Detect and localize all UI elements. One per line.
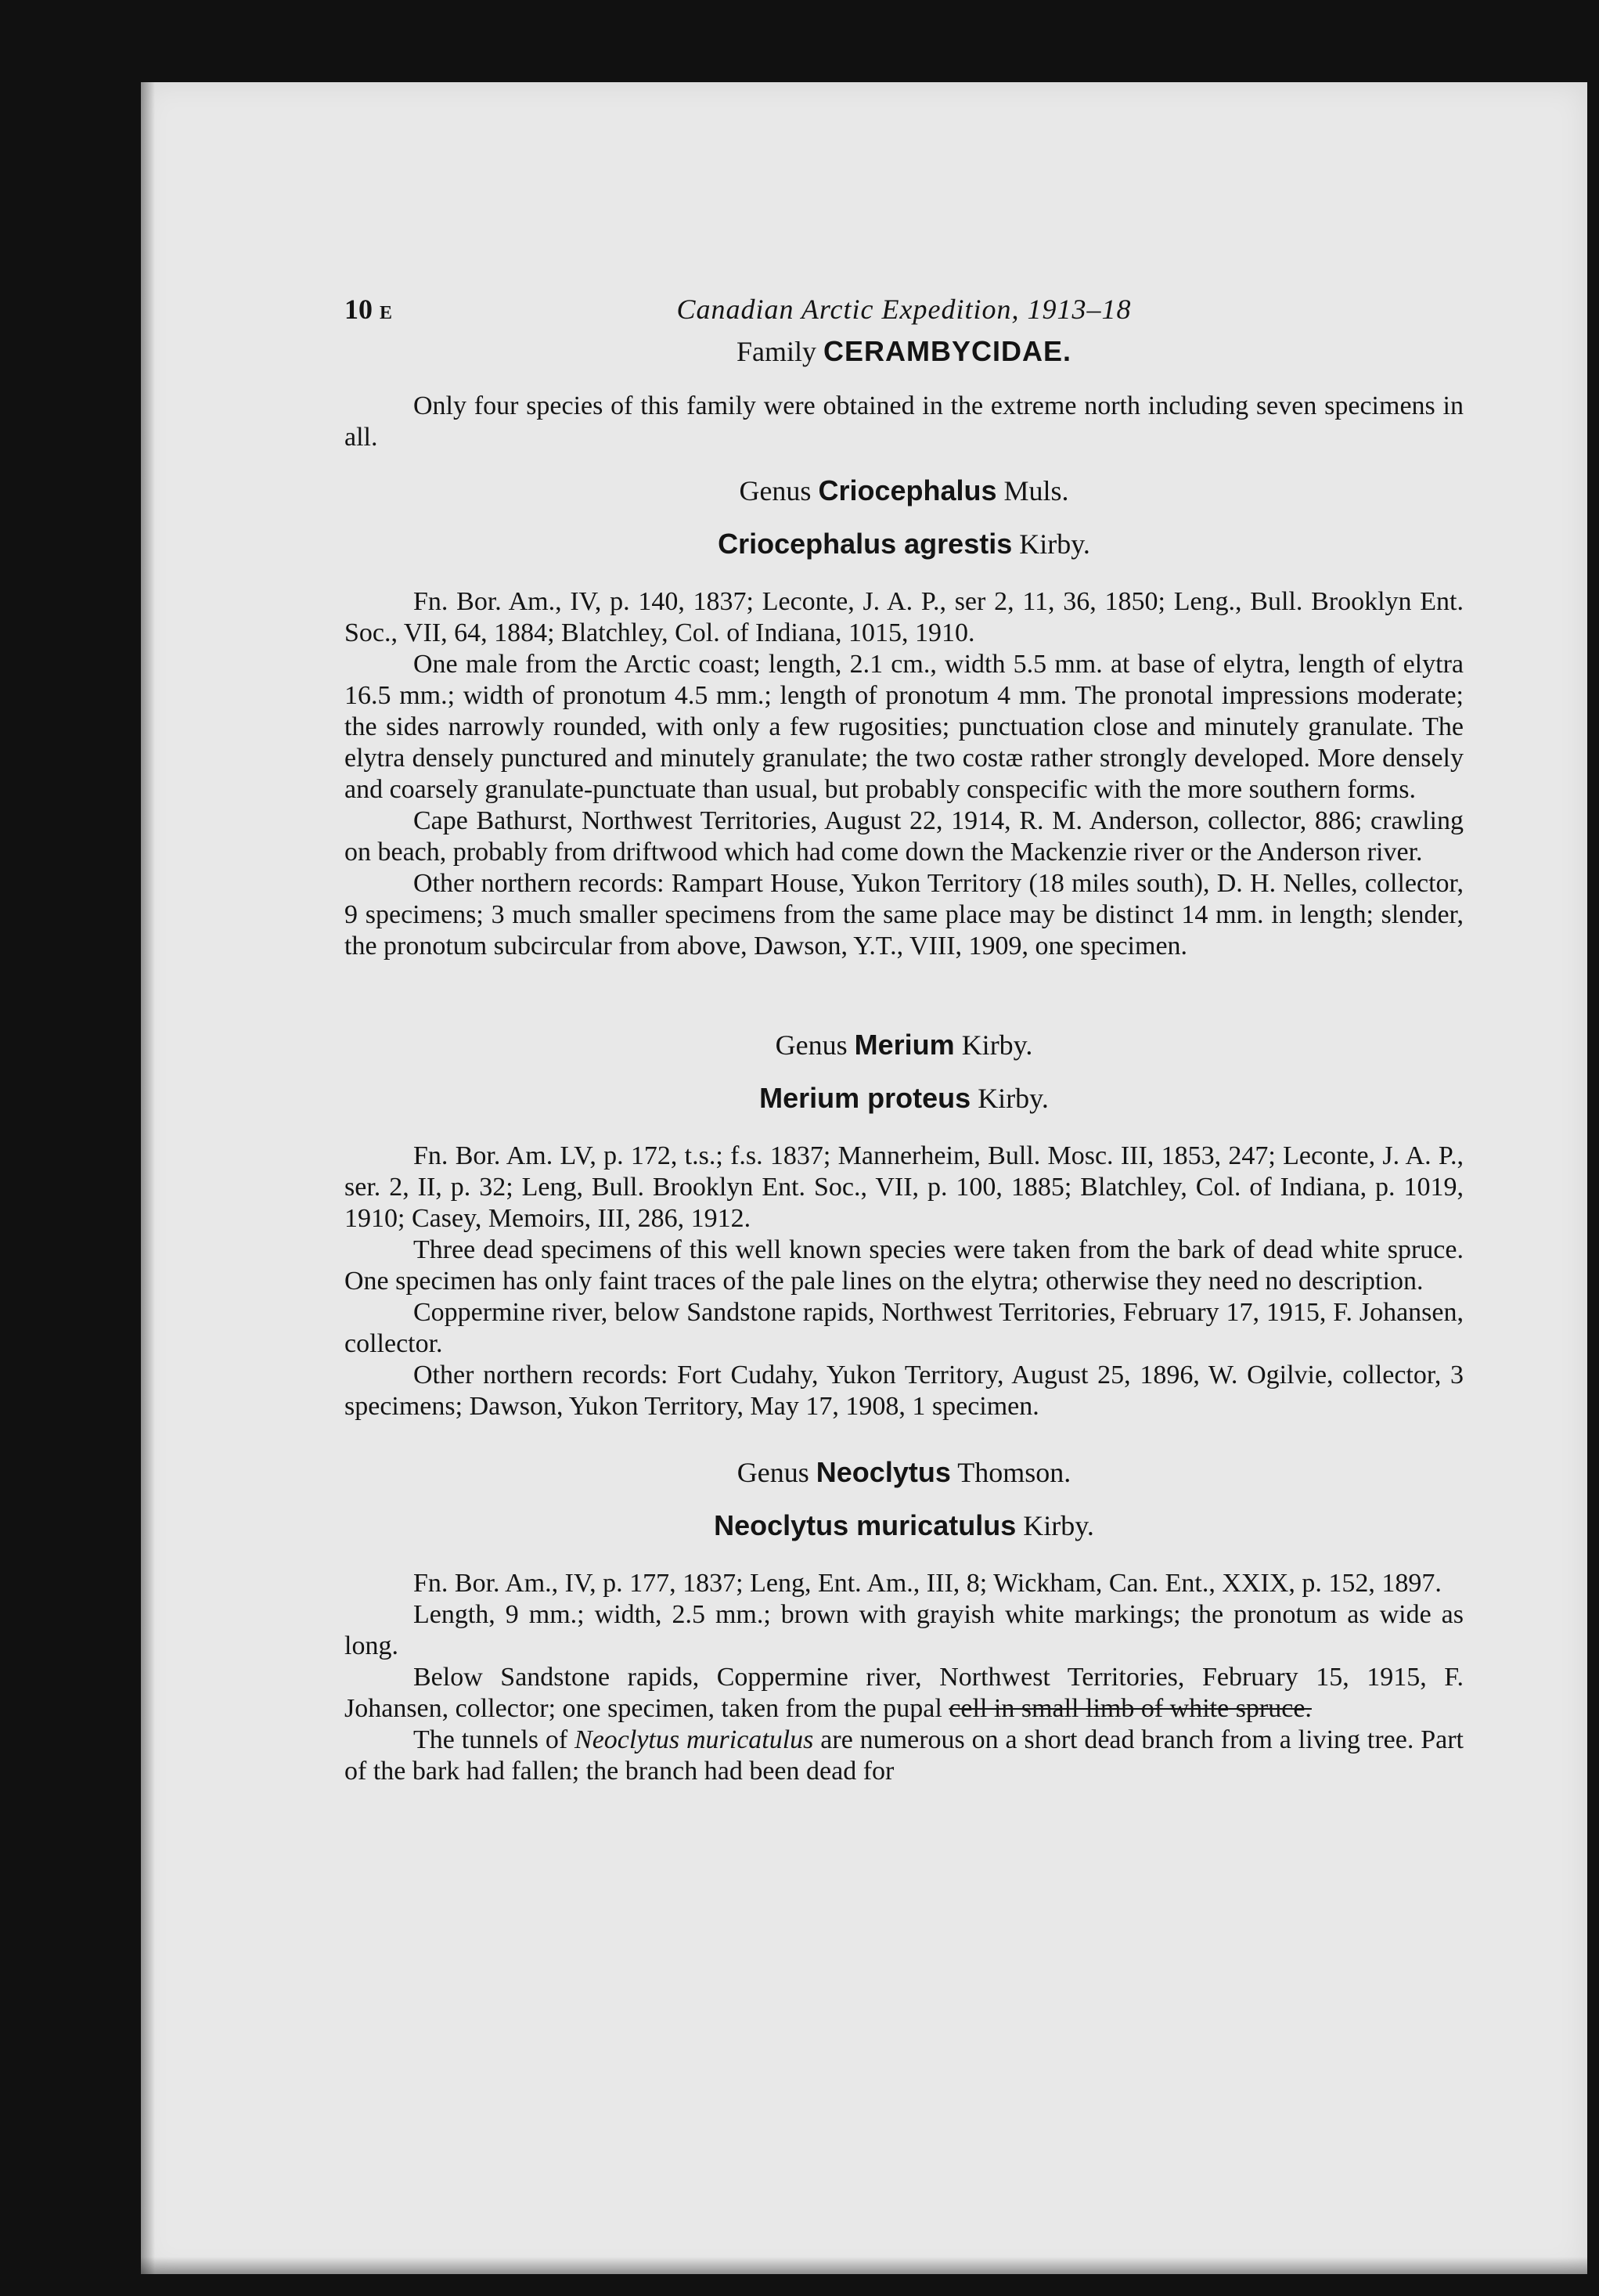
paragraph-description: Length, 9 mm.; width, 2.5 mm.; brown with grayish white markings; the pronotum as wide as long. [344,1600,1464,1660]
paragraph-other-records: Other northern records: Fort Cudahy, Yukon Territory, August 25, 1896, W. Ogilvie, collector, 3 specimens; Dawson, Yukon Territory, May 17, 1908, 1 specimen. [344,1361,1464,1421]
running-title: Canadian Arctic Expedition, 1913–18 [676,294,1132,325]
genus-heading: Genus Merium Kirby. [775,1029,1033,1061]
paragraph-description: Three dead specimens of this well known species were taken from the bark of dead white spruce. One specimen has only faint traces of the pale lines on the elytra; otherwise they need no description. [344,1235,1464,1296]
species-heading: Neoclytus muricatulus Kirby. [714,1509,1094,1541]
page-header [344,294,1464,333]
struck-through-text: cell in small limb of white spruce. [949,1694,1312,1723]
section-criocephalus [344,475,1464,962]
paragraph-locality: Coppermine river, below Sandstone rapids, Northwest Territories, February 17, 1915, F. Johansen, collector. [344,1298,1464,1358]
document-page [141,82,1587,2274]
paragraph-references: Fn. Bor. Am. LV, p. 172, t.s.; f.s. 1837; Mannerheim, Bull. Mosc. III, 1853, 247; Leconte, J. A. P., ser. 2, II, p. 32; Leng, Bull. Brooklyn Ent. Soc., VII, p. 100, 1885; Blatchley, Col. of Indiana, p. 1019, 1910; Casey, Memoirs, III, 286, 1912. [344,1141,1464,1233]
paragraph-description: One male from the Arctic coast; length, 2.1 cm., width 5.5 mm. at base of elytra, length of elytra 16.5 mm.; width of pronotum 4.5 mm.; length of pronotum 4 mm. The pronotal impressions moderate; the sides narrowly rounded, with only a few rugosities; punctuation close and minutely granulate. The elytra densely punctured and minutely granulate; the two costæ rather strongly developed. More densely and coarsely granulate-punctuate than usual, but probably conspecific with the more southern forms. [344,650,1464,804]
species-heading: Merium proteus Kirby. [759,1082,1049,1114]
paragraph-locality: Below Sandstone rapids, Coppermine river, Northwest Territories, February 15, 1915, F. Johansen, collector; one specimen, taken from the pupal cell in small limb of white spruce. [344,1663,1464,1723]
paragraph-locality: Cape Bathurst, Northwest Territories, August 22, 1914, R. M. Anderson, collector, 886; crawling on beach, probably from driftwood which had come down the Mackenzie river or the Anderson river. [344,806,1464,867]
intro-paragraph: Only four species of this family were obtained in the extreme north including seven specimens in all. [344,391,1464,452]
page-number: 10 E [344,294,393,325]
page-text [344,294,1464,1787]
paragraph-tunnels: The tunnels of Neoclytus muricatulus are numerous on a short dead branch from a living tree. Part of the bark had fallen; the branch had been dead for [344,1725,1464,1786]
species-italic: Neoclytus muricatulus [574,1725,814,1754]
genus-heading: Genus Neoclytus Thomson. [736,1456,1071,1488]
genus-heading: Genus Criocephalus Muls. [739,474,1069,506]
family-heading: Family CERAMBYCIDAE. [736,335,1072,367]
paragraph-other-records: Other northern records: Rampart House, Yukon Territory (18 miles south), D. H. Nelles, collector, 9 specimens; 3 much smaller specimens from the same place may be distinct 14 mm. in length; slender, the pronotum subcircular from above, Dawson, Y.T., VIII, 1909, one specimen. [344,869,1464,961]
paragraph-references: Fn. Bor. Am., IV, p. 140, 1837; Leconte, J. A. P., ser 2, 11, 36, 1850; Leng., Bull. Brooklyn Ent. Soc., VII, 64, 1884; Blatchley, Col. of Indiana, 1015, 1910. [344,587,1464,647]
paragraph-references: Fn. Bor. Am., IV, p. 177, 1837; Leng, Ent. Am., III, 8; Wickham, Can. Ent., XXIX, p. 152, 1897. [413,1569,1442,1598]
species-heading: Criocephalus agrestis Kirby. [718,528,1090,560]
section-neoclytus [344,1457,1464,1787]
section-merium [344,1029,1464,1422]
